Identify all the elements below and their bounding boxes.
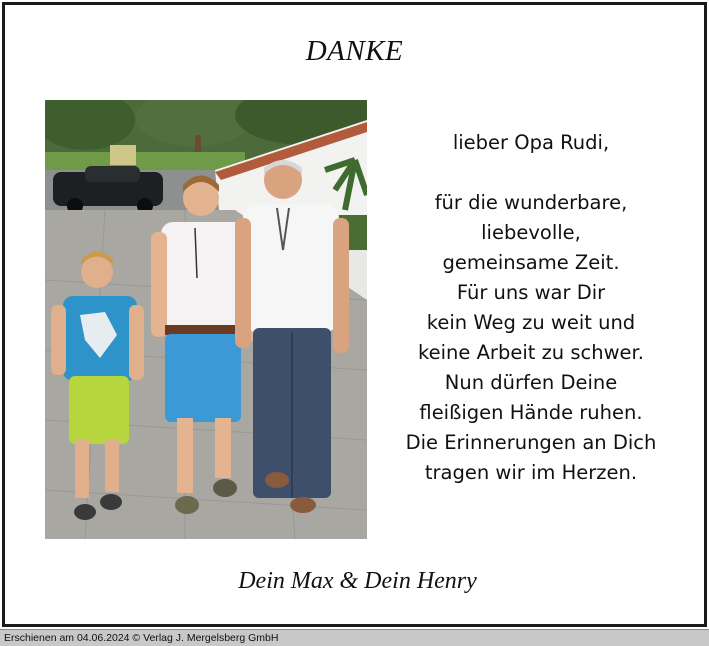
poem-line: für die wunderbare,: [434, 191, 628, 214]
notice-title: DANKE: [305, 35, 404, 67]
poem-line: Die Erinnerungen an Dich: [405, 431, 657, 454]
poem-line: gemeinsame Zeit.: [442, 251, 620, 274]
poem-line: fleißigen Hände ruhen.: [419, 401, 643, 424]
poem-line: Für uns war Dir: [456, 281, 606, 304]
notice-card: [2, 2, 707, 627]
poem-line: Nun dürfen Deine: [444, 371, 618, 394]
signature: Dein Max & Dein Henry: [238, 568, 477, 594]
poem-line: tragen wir im Herzen.: [424, 461, 638, 484]
poem-text: [386, 128, 676, 488]
family-photo: [45, 100, 367, 539]
poem-line: keine Arbeit zu schwer.: [418, 341, 644, 364]
poem-line: liebevolle,: [481, 221, 581, 244]
poem-greeting: lieber Opa Rudi,: [452, 131, 610, 154]
poem-line: kein Weg zu weit und: [426, 311, 636, 334]
publication-footer: Erschienen am 04.06.2024 © Verlag J. Mergelsberg GmbH: [0, 629, 709, 646]
poem-blank-line: [386, 158, 676, 188]
